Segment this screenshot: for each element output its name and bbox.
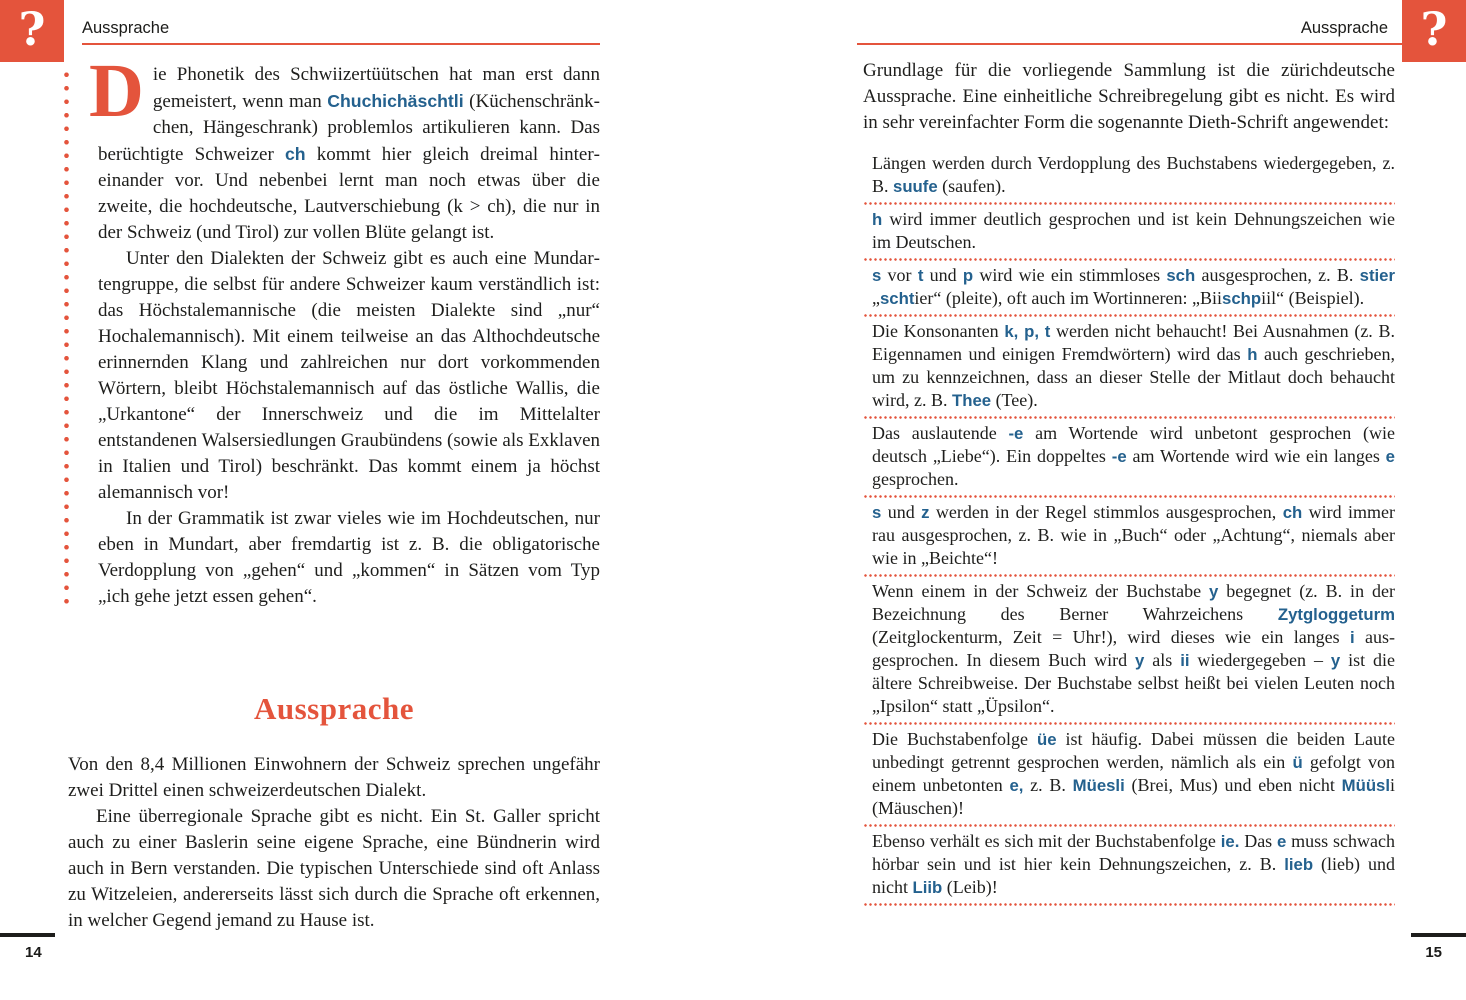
running-header-right [857,0,1402,45]
dialect-word: y [1209,582,1219,601]
rule-text: Wenn einem in der Schweiz der Buchstabe y begegnet (z. B. in der Bezeichnung des Berner Wahrzeichens Zytgloggeturm (Zeitglockenturm, Zeit = Uhr!), wird dieses wie ein langes i ausgesprochen. In diesem Buch wird y als ii wiedergegeben – y ist die ältere Schreibweise. Der Buchstabe selbst heißt bei vielen Leuten noch „Ipsilon“ statt „Üpsilon“. [872,581,1396,716]
dialect-word: y [1330,651,1341,670]
dialect-word: -e [1008,424,1024,443]
paragraph: In der Grammatik ist zwar vieles wie im Hochdeutschen, nur eben in Mundart, aber fremdartig ist z. B. die obligatorische Verdopplung von „gehen“ und „kommen“ in Sätzen vom Typ „ich gehe jetzt essen gehen“. [98,508,600,607]
dialect-word: p [962,266,974,285]
left-page-content [68,49,601,934]
dotted-divider [863,903,1395,906]
dialect-word: suufe [893,177,938,196]
rule-text: Das auslautende -e am Wortende wird unbetont gesprochen (wie deutsch „Liebe“). Ein doppeltes -e am Wortende wird wie ein langes e gesprochen. [872,423,1395,489]
dialect-word: ch [284,144,306,164]
dialect-word: Chuchichäschtli [327,91,464,111]
question-mark-glyph: ? [1420,2,1448,56]
dialect-word: Müesli [1072,776,1125,795]
bottom-block [68,752,600,934]
list-item [863,261,1395,317]
section-heading: Aussprache [253,691,414,726]
question-mark-icon [0,0,64,62]
page-number: 14 [25,944,42,961]
dialect-word: s [872,503,882,522]
dialect-word: e [1385,447,1395,466]
paragraph: Grundlage für die vorliegende Sammlung ist die zürichdeutsche Aussprache. Eine einheitliche Schreibregelung gibt es nicht. Es wird in sehr vereinfachter Form die sogenannte Dieth-Schrift angewendet: [863,60,1395,133]
footer-rule [1411,933,1466,937]
dialect-word: h [872,210,883,229]
rule-text: Die Konsonanten k, p, t werden nicht behaucht! Bei Ausnahmen (z. B. Eigennamen und einigen Fremdwörtern) wird das h auch geschrieben, um zu kennzeichnen, dass an dieser Stelle der Mitlaut doch behaucht wird, z. B. Thee (Tee). [872,321,1395,410]
drop-cap: D [89,49,144,133]
list-item [863,205,1395,261]
list-item [863,498,1395,577]
dialect-word: ii [1180,651,1190,670]
running-header-left [82,0,600,45]
dialect-word: Müüsl [1341,776,1390,795]
list-item [863,725,1395,827]
dialect-word: i [1350,628,1355,647]
dialect-word: Zytgloggeturm [1277,605,1395,624]
running-header-label: Aussprache [1300,19,1388,37]
paragraph: Unter den Dialekten der Schweiz gibt es auch eine Mundartengruppe, die selbst für andere Schweizer kaum verständlich ist: das Höchstalemannische (die meisten Dialekte sind „nur“ Hochalemannisch). Mit einem teilweise an das Althochdeutsche erinnernden Klang und zahlreichen nur dort vorkommenden Wörtern, bleibt Höchstalemannisch auf das östliche Wallis, die „Urkantone“ der Innerschweiz und die im Mittelalter entstandenen Walsersiedlungen Graubündens (sowie als Exklaven in Italien und Tirol) beschränkt. Das kommt einem ja höchst alemannisch vor! [98,248,601,503]
footer-rule [0,933,55,937]
dialect-word: k, p, t [1004,322,1051,341]
list-item [863,827,1395,906]
dialect-word: Thee [952,391,992,410]
dialect-word: lieb [1284,855,1314,874]
dialect-word: ie. [1220,832,1240,851]
intro-block [68,49,601,610]
dialect-word: stier [1359,266,1396,285]
dialect-word: scht [880,289,915,308]
rule-text: h wird immer deutlich gesprochen und ist kein Dehnungszeichen wie im Deutschen. [872,209,1395,252]
rule-text: Die Buchstabenfolge üe ist häufig. Dabei müssen die beiden Laute unbedingt getrennt gesprochen werden, nämlich als ein ü gefolgt von einem unbetonten e, z. B. Müesli (Brei, Mus) und eben nicht Müüsli (Mäuschen)! [872,729,1396,818]
dialect-word: schp [1222,289,1262,308]
paragraph: Von den 8,4 Millionen Einwohnern der Schweiz sprechen ungefähr zwei Drittel einen schweizerdeutschen Dialekt. [68,754,600,801]
running-header-label: Aussprache [82,19,170,37]
question-mark-icon [1402,0,1466,62]
dotted-margin-line [64,68,69,610]
page-number: 15 [1425,944,1442,961]
rule-text: s vor t und p wird wie ein stimmloses sch ausgesprochen, z. B. stier „schtier“ (pleite), oft auch im Wortinneren: „Biischpiil“ (Beispiel). [872,265,1396,308]
dialect-word: ch [1282,503,1303,522]
list-item [863,317,1395,419]
dialect-word: t [917,266,924,285]
dialect-word: s [872,266,882,285]
dialect-word: y [1135,651,1145,670]
dialect-word: e [1277,832,1287,851]
right-page-content [863,58,1395,906]
question-mark-glyph: ? [18,2,46,56]
dialect-word: h [1247,345,1258,364]
list-item [863,577,1395,725]
dialect-word: ü [1292,753,1303,772]
pronunciation-rules-list [863,149,1395,906]
paragraph: Eine überregionale Sprache gibt es nicht. Ein St. Galler spricht auch zu einer Baslerin seine eigene Sprache, eine Bündnerin wird auch in Bern verstanden. Die typischen Unterschiede sind oft Anlass zu Witzeleien, andererseits lässt sich durch die Sprache oft erkennen, in welcher Gegend jemand zu Hause ist. [68,806,600,931]
dialect-word: e, [1009,776,1024,795]
list-item [863,419,1395,498]
list-item [863,149,1395,205]
dialect-word: üe [1036,730,1057,749]
dialect-word: -e [1111,447,1127,466]
dialect-word: sch [1166,266,1196,285]
dialect-word: z [921,503,930,522]
rule-text: s und z werden in der Regel stimmlos ausgesprochen, ch wird immer rau ausgesprochen, z. B. wie in „Buch“ oder „Achtung“, niemals aber wie in „Beichte“! [872,502,1395,568]
rule-text: Längen werden durch Verdopplung des Buchstabens wiedergegeben, z. B. suufe (saufen). [872,153,1395,196]
rule-text: Ebenso verhält es sich mit der Buchstabenfolge ie. Das e muss schwach hörbar sein und ist hier kein Dehnungszeichen, z. B. lieb (lieb) und nicht Liib (Leib)! [872,831,1396,897]
dialect-word: Liib [912,878,943,897]
paragraph: Die Phonetik des Schwiizertüütschen hat man erst dann gemeistert, wenn man Chuchichäschtli (Küchenschränkchen, Hängeschrank) problemlos artikulieren kann. Das berüchtigte Schweizer ch kommt hier gleich dreimal hintereinander vor. Und nebenbei lernt man noch etwas über die zweite, die hochdeutsche, Lautverschiebung (k > ch), die nur in der Schweiz (und Tirol) zur vollen Blüte gelangt ist. [89,49,600,243]
